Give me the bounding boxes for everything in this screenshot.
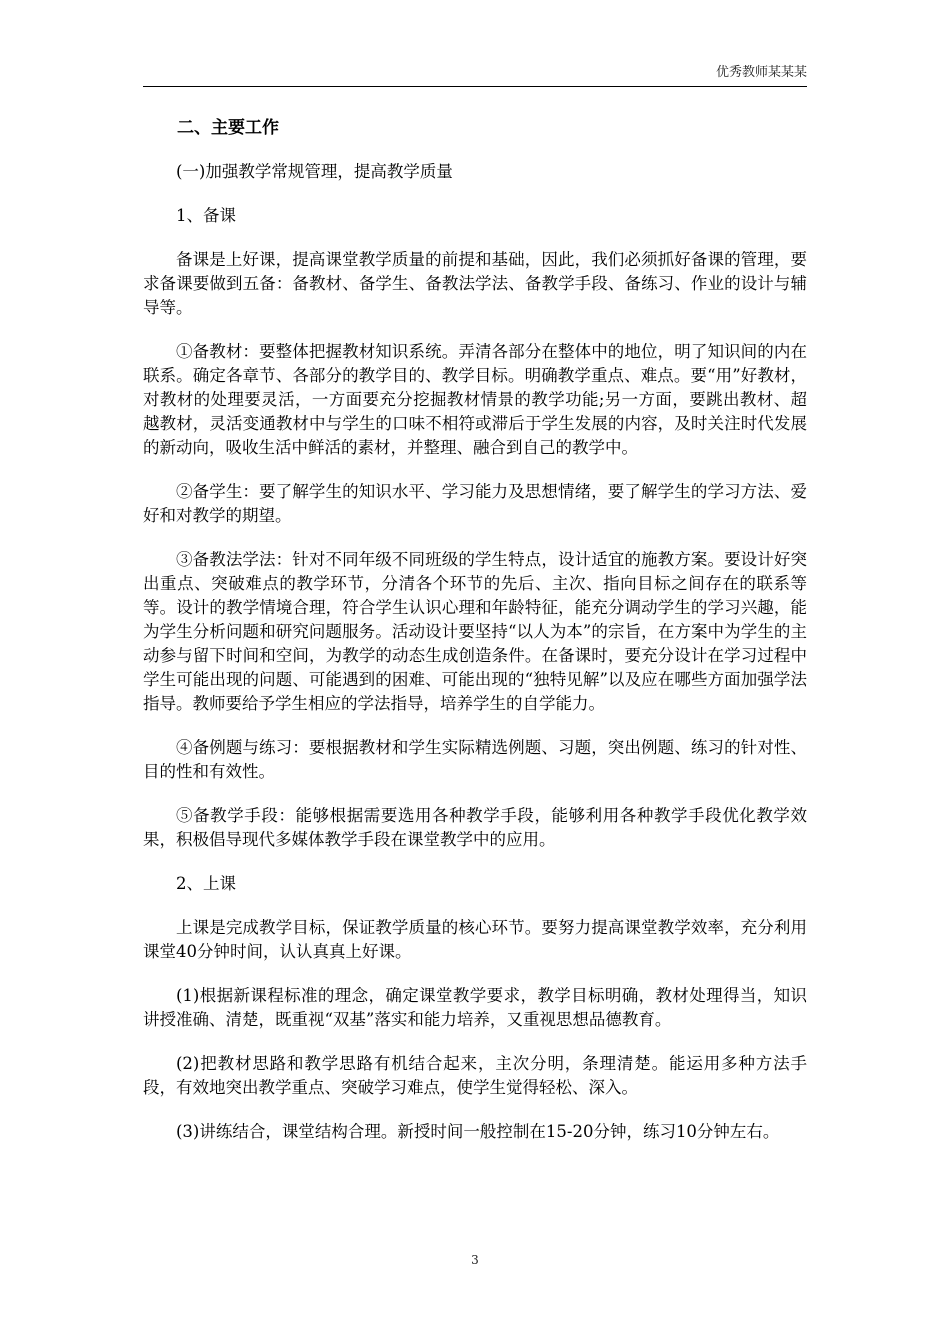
paragraph-prepare-methods: ③备教法学法：针对不同年级不同班级的学生特点，设计适宜的施教方案。要设计好突出重点、突破难点的教学环节，分清各个环节的先后、主次、指向目标之间存在的联系等等。设计的教学情境合理，符合学生认识心理和年龄特征，能充分调动学生的学习兴趣，能为学生分析问题和研究问题服务。活动设计要坚持“以人为本”的宗旨，在方案中为学生的主动参与留下时间和空间，为教学的动态生成创造条件。在备课时，要充分设计在学习过程中学生可能出现的问题、可能遇到的困难、可能出现的“独特见解”以及应在哪些方面加强学法指导。教师要给予学生相应的学法指导，培养学生的自学能力。 [143, 550, 807, 713]
page-number: 3 [471, 1253, 479, 1267]
paragraph-teaching-point-3: (3)讲练结合，课堂结构合理。新授时间一般控制在15-20分钟，练习10分钟左右。 [176, 1122, 780, 1141]
document-body [143, 112, 807, 1164]
paragraph-teaching-intro: 上课是完成教学目标，保证教学质量的核心环节。要努力提高课堂教学效率，充分利用课堂40分钟时间，认认真真上好课。 [143, 918, 807, 961]
paragraph-teaching-point-2: (2)把教材思路和教学思路有机结合起来，主次分明，条理清楚。能运用多种方法手段，有效地突出教学重点、突破学习难点，使学生觉得轻松、深入。 [143, 1054, 807, 1097]
paragraph-prepare-tools: ⑤备教学手段：能够根据需要选用各种教学手段，能够利用各种教学手段优化教学效果，积极倡导现代多媒体教学手段在课堂教学中的应用。 [143, 806, 807, 849]
page-header [143, 64, 807, 87]
section-subtitle: (一)加强教学常规管理，提高教学质量 [176, 162, 453, 181]
header-text: 优秀教师某某某 [715, 65, 807, 80]
section-title: 二、主要工作 [177, 118, 279, 138]
paragraph-teaching-point-1: (1)根据新课程标准的理念，确定课堂教学要求，教学目标明确，教材处理得当，知识讲授准确、清楚，既重视“双基”落实和能力培养，又重视思想品德教育。 [143, 986, 807, 1029]
paragraph-prepare-students: ②备学生：要了解学生的知识水平、学习能力及思想情绪，要了解学生的学习方法、爱好和对教学的期望。 [143, 482, 807, 525]
paragraph-prepare-intro: 备课是上好课，提高课堂教学质量的前提和基础，因此，我们必须抓好备课的管理，要求备课要做到五备：备教材、备学生、备教法学法、备教学手段、备练习、作业的设计与辅导等。 [143, 250, 807, 317]
paragraph-prepare-materials: ①备教材：要整体把握教材知识系统。弄清各部分在整体中的地位，明了知识间的内在联系。确定各章节、各部分的教学目的、教学目标。明确教学重点、难点。要“用”好教材，对教材的处理要灵活，一方面要充分挖掘教材情景的教学功能;另一方面，要跳出教材、超越教材，灵活变通教材中与学生的口味不相符或滞后于学生发展的内容，及时关注时代发展的新动向，吸收生活中鲜活的素材，并整理、融合到自己的教学中。 [143, 342, 807, 457]
paragraph-prepare-exercises: ④备例题与练习：要根据教材和学生实际精选例题、习题，突出例题、练习的针对性、目的性和有效性。 [143, 738, 807, 781]
heading-prepare-lessons: 1、备课 [176, 206, 236, 225]
heading-teaching: 2、上课 [176, 874, 236, 893]
